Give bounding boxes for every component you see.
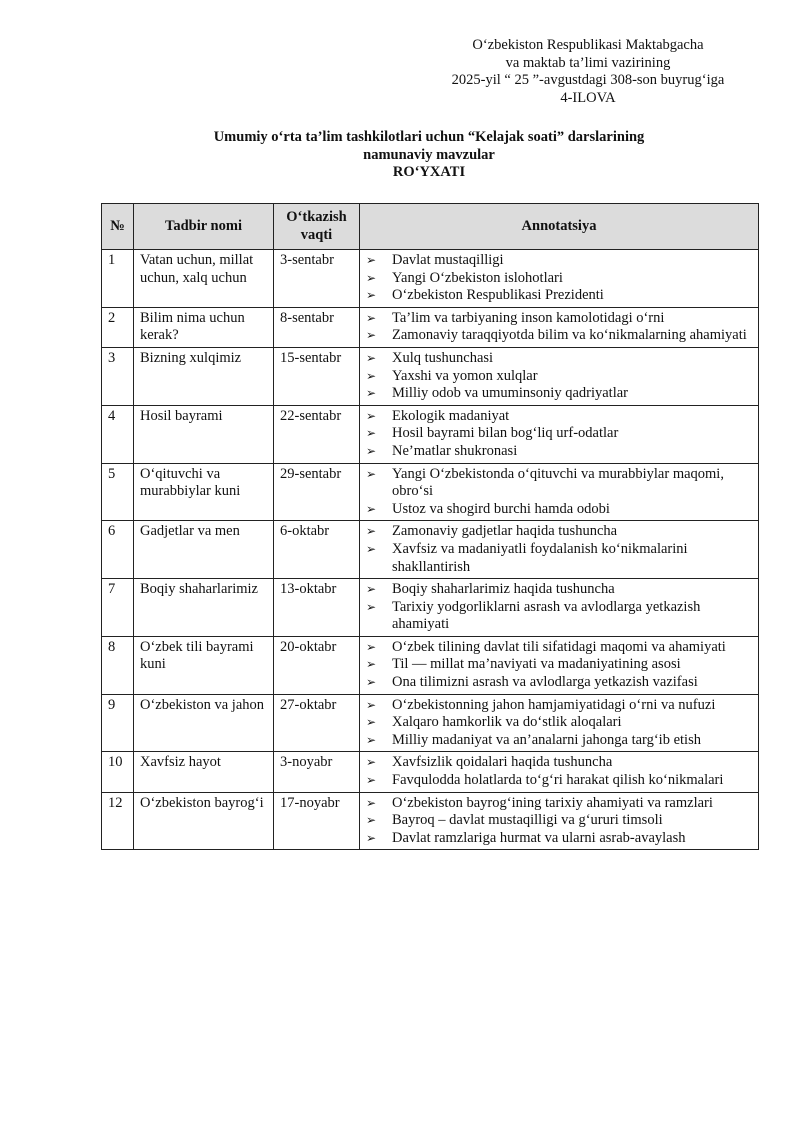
table-row <box>102 579 759 637</box>
annotation-text: Xulq tushunchasi <box>392 349 494 366</box>
list-item <box>366 501 752 519</box>
annotation-text: Zamonaviy gadjetlar haqida tushuncha <box>392 523 618 540</box>
annotation-cell <box>360 463 759 521</box>
row-number: 2 <box>102 307 134 347</box>
annotation-list <box>366 466 752 519</box>
arrow-bullet-icon: ➢ <box>366 582 377 597</box>
list-item <box>366 350 752 368</box>
event-name: Bilim nima uchun kerak? <box>134 307 274 347</box>
annotation-text: Milliy madaniyat va an’analarni jahonga targ‘ib etish <box>392 731 701 748</box>
title-line: namunaviy mavzular <box>363 146 495 163</box>
header-line: O‘zbekiston Respublikasi Maktabgacha <box>472 37 704 53</box>
event-date: 3-noyabr <box>274 752 360 792</box>
list-item <box>366 310 752 328</box>
row-number: 9 <box>102 694 134 752</box>
arrow-bullet-icon: ➢ <box>366 813 377 828</box>
row-number: 3 <box>102 347 134 405</box>
table-row <box>102 250 759 308</box>
event-date: 8-sentabr <box>274 307 360 347</box>
arrow-bullet-icon: ➢ <box>366 328 377 343</box>
arrow-bullet-icon: ➢ <box>366 524 377 539</box>
annotation-list <box>366 795 752 848</box>
event-date: 22-sentabr <box>274 405 360 463</box>
event-name: O‘zbekiston bayrog‘i <box>134 792 274 850</box>
annotation-text: Tarixiy yodgorliklarni asrash va avlodlarga yetkazish ahamiyati <box>392 598 701 633</box>
list-item <box>366 252 752 270</box>
arrow-bullet-icon: ➢ <box>366 675 377 690</box>
list-item <box>366 754 752 772</box>
list-item <box>366 466 752 501</box>
header-event-name: Tadbir nomi <box>134 204 274 250</box>
event-date: 15-sentabr <box>274 347 360 405</box>
row-number: 12 <box>102 792 134 850</box>
annotation-list <box>366 408 752 461</box>
annotation-text: Xavfsiz va madaniyatli foydalanish ko‘nikmalarini shakllantirish <box>392 540 688 575</box>
row-number: 6 <box>102 521 134 579</box>
list-item <box>366 697 752 715</box>
arrow-bullet-icon: ➢ <box>366 288 377 303</box>
event-date: 27-oktabr <box>274 694 360 752</box>
list-item <box>366 287 752 305</box>
arrow-bullet-icon: ➢ <box>366 755 377 770</box>
list-item <box>366 385 752 403</box>
annotation-text: Davlat ramzlariga hurmat va ularni asrab-avaylash <box>392 829 686 846</box>
header-line: 2025-yil “ 25 ”-avgustdagi 308-son buyrug‘iga <box>451 72 725 88</box>
list-item <box>366 599 752 634</box>
arrow-bullet-icon: ➢ <box>366 541 377 556</box>
table-row <box>102 347 759 405</box>
list-item <box>366 656 752 674</box>
annotation-cell <box>360 250 759 308</box>
list-item <box>366 732 752 750</box>
header-date: O‘tkazish vaqti <box>274 204 360 250</box>
table-row <box>102 405 759 463</box>
arrow-bullet-icon: ➢ <box>366 773 377 788</box>
annotation-list <box>366 523 752 576</box>
annotation-text: O‘zbekiston Respublikasi Prezidenti <box>392 287 604 304</box>
event-name: Vatan uchun, millat uchun, xalq uchun <box>134 250 274 308</box>
list-item <box>366 270 752 288</box>
row-number: 4 <box>102 405 134 463</box>
annotation-cell <box>360 405 759 463</box>
table-row <box>102 636 759 694</box>
list-item <box>366 425 752 443</box>
annotation-text: O‘zbekiston bayrog‘ining tarixiy ahamiyati va ramzlari <box>392 794 713 811</box>
list-item <box>366 812 752 830</box>
arrow-bullet-icon: ➢ <box>366 639 377 654</box>
header-line: 4-ILOVA <box>560 89 616 106</box>
annotation-text: Milliy odob va umuminsoniy qadriyatlar <box>392 385 629 402</box>
row-number: 1 <box>102 250 134 308</box>
row-number: 8 <box>102 636 134 694</box>
list-item <box>366 368 752 386</box>
document-title <box>100 129 758 182</box>
arrow-bullet-icon: ➢ <box>366 466 377 481</box>
topics-table <box>101 203 759 850</box>
table-header-row <box>102 204 759 250</box>
arrow-bullet-icon: ➢ <box>366 270 377 285</box>
annotation-text: Zamonaviy taraqqiyotda bilim va ko‘nikmalarning ahamiyati <box>392 327 747 344</box>
annotation-text: O‘zbekistonning jahon hamjamiyatidagi o‘rni va nufuzi <box>392 696 716 713</box>
list-item <box>366 714 752 732</box>
event-name: Boqiy shaharlarimiz <box>134 579 274 637</box>
annotation-list <box>366 310 752 345</box>
event-date: 20-oktabr <box>274 636 360 694</box>
annotation-text: Hosil bayrami bilan bog‘liq urf-odatlar <box>392 425 619 442</box>
arrow-bullet-icon: ➢ <box>366 443 377 458</box>
arrow-bullet-icon: ➢ <box>366 426 377 441</box>
annotation-list <box>366 581 752 634</box>
row-number: 7 <box>102 579 134 637</box>
annotation-text: Til — millat ma’naviyati va madaniyatining asosi <box>392 656 681 673</box>
table-row <box>102 307 759 347</box>
arrow-bullet-icon: ➢ <box>366 697 377 712</box>
list-item <box>366 327 752 345</box>
annotation-text: Ne’matlar shukronasi <box>392 442 518 459</box>
arrow-bullet-icon: ➢ <box>366 715 377 730</box>
table-row <box>102 792 759 850</box>
arrow-bullet-icon: ➢ <box>366 350 377 365</box>
annotation-cell <box>360 636 759 694</box>
arrow-bullet-icon: ➢ <box>366 830 377 845</box>
event-date: 29-sentabr <box>274 463 360 521</box>
annotation-text: Xavfsizlik qoidalari haqida tushuncha <box>392 754 613 771</box>
annotation-list <box>366 754 752 789</box>
arrow-bullet-icon: ➢ <box>366 408 377 423</box>
annotation-cell <box>360 579 759 637</box>
annotation-text: Favqulodda holatlarda to‘g‘ri harakat qilish ko‘nikmalari <box>392 772 724 789</box>
annotation-list <box>366 252 752 305</box>
arrow-bullet-icon: ➢ <box>366 368 377 383</box>
annotation-cell <box>360 792 759 850</box>
list-item <box>366 795 752 813</box>
arrow-bullet-icon: ➢ <box>366 253 377 267</box>
annotation-text: Davlat mustaqilligi <box>392 252 504 268</box>
annotation-list <box>366 697 752 750</box>
annotation-cell <box>360 752 759 792</box>
arrow-bullet-icon: ➢ <box>366 732 377 747</box>
event-name: Gadjetlar va men <box>134 521 274 579</box>
row-number: 5 <box>102 463 134 521</box>
list-item <box>366 523 752 541</box>
arrow-bullet-icon: ➢ <box>366 599 377 614</box>
event-name: Hosil bayrami <box>134 405 274 463</box>
annotation-list <box>366 639 752 692</box>
title-line: RO‘YXATI <box>392 164 466 180</box>
list-item <box>366 408 752 426</box>
arrow-bullet-icon: ➢ <box>366 657 377 672</box>
event-date: 13-oktabr <box>274 579 360 637</box>
arrow-bullet-icon: ➢ <box>366 310 377 325</box>
event-name: O‘zbek tili bayrami kuni <box>134 636 274 694</box>
order-reference-header <box>428 37 748 107</box>
table-row <box>102 463 759 521</box>
list-item <box>366 639 752 657</box>
list-item <box>366 772 752 790</box>
header-annotation: Annotatsiya <box>360 204 759 250</box>
event-date: 3-sentabr <box>274 250 360 308</box>
table-row <box>102 521 759 579</box>
header-number: № <box>102 204 134 250</box>
arrow-bullet-icon: ➢ <box>366 386 377 401</box>
row-number: 10 <box>102 752 134 792</box>
annotation-text: Ustoz va shogird burchi hamda odobi <box>392 500 610 517</box>
annotation-text: Ta’lim va tarbiyaning inson kamolotidagi o‘rni <box>392 309 665 326</box>
event-name: Xavfsiz hayot <box>134 752 274 792</box>
annotation-cell <box>360 694 759 752</box>
annotation-cell <box>360 347 759 405</box>
annotation-text: Yaxshi va yomon xulqlar <box>392 367 538 384</box>
event-name: O‘qituvchi va murabbiylar kuni <box>134 463 274 521</box>
annotation-text: Ekologik madaniyat <box>392 407 510 424</box>
list-item <box>366 674 752 692</box>
arrow-bullet-icon: ➢ <box>366 795 377 810</box>
table-row <box>102 694 759 752</box>
event-date: 17-noyabr <box>274 792 360 850</box>
annotation-text: O‘zbek tilining davlat tili sifatidagi maqomi va ahamiyati <box>392 638 726 655</box>
table-body <box>102 250 759 850</box>
annotation-cell <box>360 521 759 579</box>
event-name: O‘zbekiston va jahon <box>134 694 274 752</box>
annotation-text: Yangi O‘zbekistonda o‘qituvchi va murabbiylar maqomi, obro‘si <box>392 465 724 500</box>
list-item <box>366 581 752 599</box>
annotation-text: Bayroq – davlat mustaqilligi va g‘ururi timsoli <box>392 812 663 829</box>
arrow-bullet-icon: ➢ <box>366 501 377 516</box>
header-line: va maktab ta’limi vazirining <box>505 54 671 71</box>
annotation-text: Yangi O‘zbekiston islohotlari <box>392 269 563 286</box>
event-name: Bizning xulqimiz <box>134 347 274 405</box>
list-item <box>366 541 752 576</box>
list-item <box>366 443 752 461</box>
annotation-text: Ona tilimizni asrash va avlodlarga yetkazish vazifasi <box>392 674 698 691</box>
table-row <box>102 752 759 792</box>
annotation-cell <box>360 307 759 347</box>
title-line: Umumiy o‘rta ta’lim tashkilotlari uchun “Kelajak soati” darslarining <box>213 129 645 145</box>
annotation-text: Boqiy shaharlarimiz haqida tushuncha <box>392 581 615 598</box>
annotation-text: Xalqaro hamkorlik va do‘stlik aloqalari <box>392 714 622 731</box>
annotation-list <box>366 350 752 403</box>
event-date: 6-oktabr <box>274 521 360 579</box>
list-item <box>366 830 752 848</box>
